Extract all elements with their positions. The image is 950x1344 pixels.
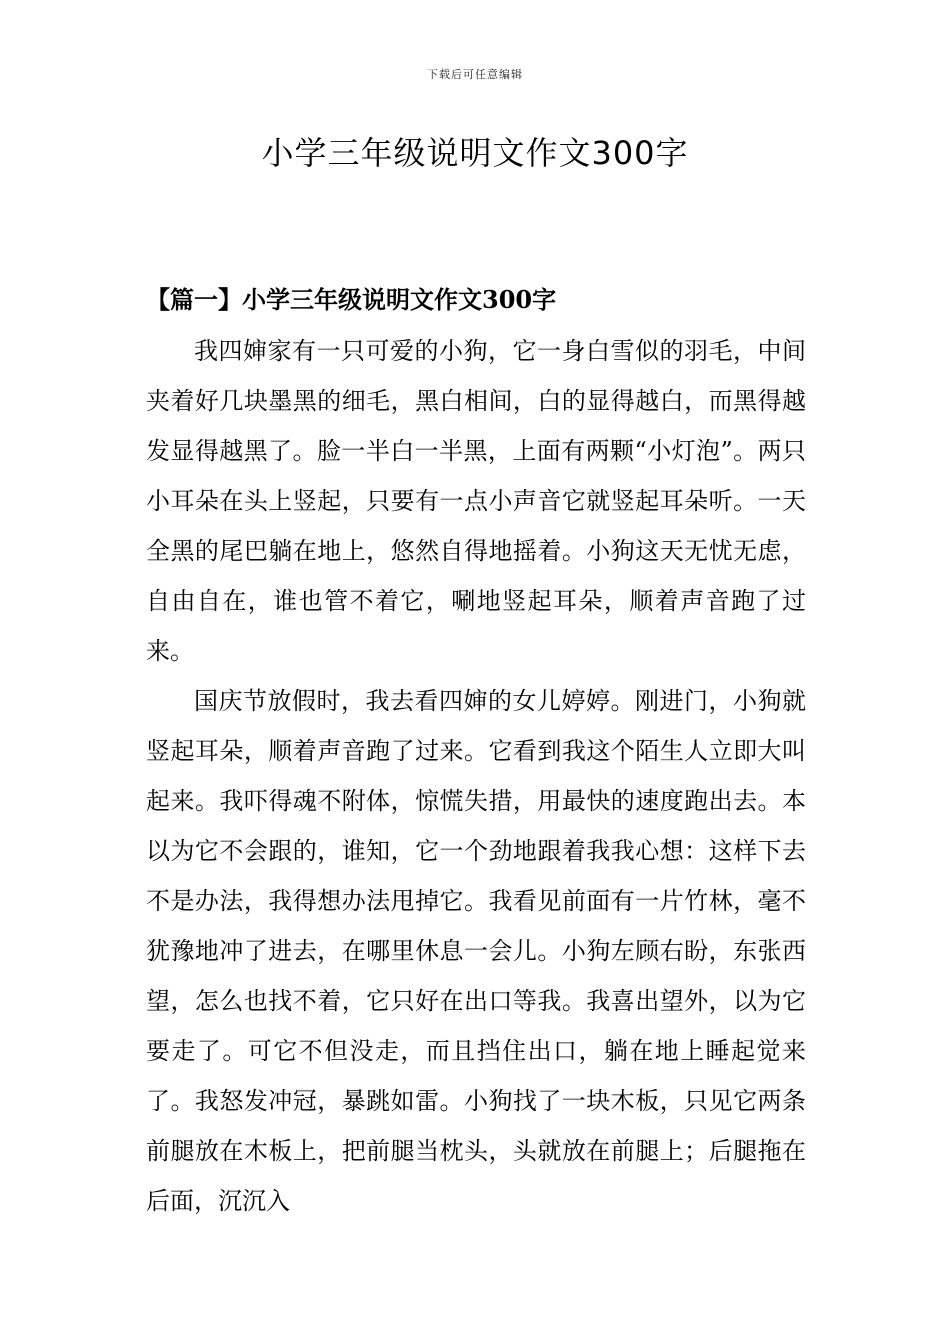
body-paragraph-2: 国庆节放假时，我去看四婶的女儿婷婷。刚进门，小狗就竖起耳朵，顺着声音跑了过来。它看到我这个陌生人立即大叫起来。我吓得魂不附体，惊慌失措，用最快的速度跑出去。本以为它不会跟的，谁知，它一个劲地跟着我我心想：这样下去不是办法，我得想办法甩掉它。我看见前面有一片竹林，毫不犹豫地冲了进去，在哪里休息一会儿。小狗左顾右盼，东张西望，怎么也找不着，它只好在出口等我。我喜出望外，以为它要走了。可它不但没走，而且挡住出口，躺在地上睡起觉来了。我怒发冲冠，暴跳如雷。小狗找了一块木板，只见它两条前腿放在木板上，把前腿当枕头，头就放在前腿上；后腿拖在后面，沉沉入 xyxy=(146,687,806,1215)
document-title: 小学三年级说明文作文300字 xyxy=(261,134,689,172)
section-heading: 【篇一】小学三年级说明文作文300字 xyxy=(146,285,557,314)
header-note: 下载后可任意编辑 xyxy=(427,68,523,81)
document-body xyxy=(146,326,806,1226)
body-paragraph-1: 我四婶家有一只可爱的小狗，它一身白雪似的羽毛，中间夹着好几块墨黑的细毛，黑白相间，白的显得越白，而黑得越发显得越黑了。脸一半白一半黑，上面有两颗“小灯泡”。两只小耳朵在头上竖起，只要有一点小声音它就竖起耳朵听。一天全黑的尾巴躺在地上，悠然自得地摇着。小狗这天无忧无虑，自由自在，谁也管不着它，唰地竖起耳朵，顺着声音跑了过来。 xyxy=(146,337,806,665)
